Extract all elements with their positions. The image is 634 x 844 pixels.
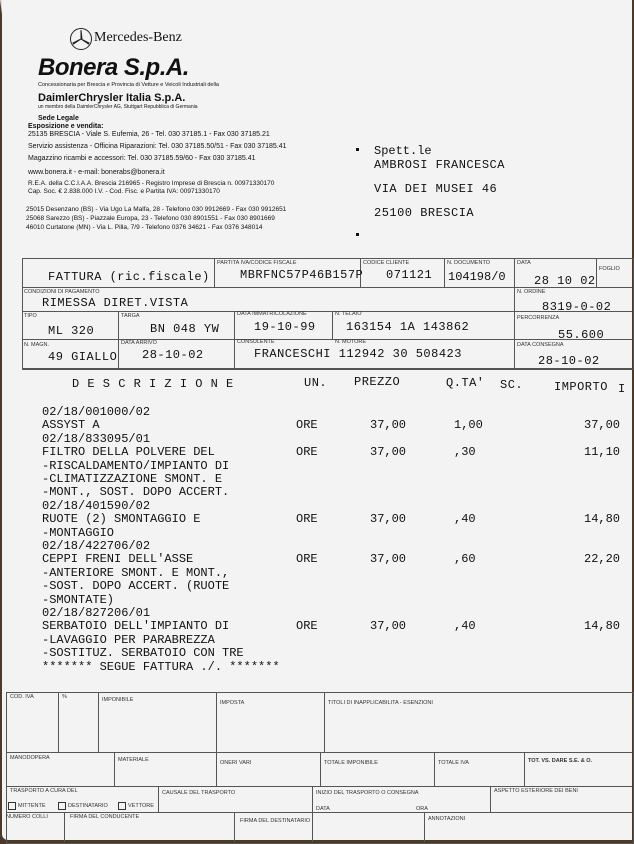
line-item: [2, 512, 632, 526]
line-amount: 14,80: [584, 619, 621, 634]
consegna: 28-10-02: [538, 354, 600, 368]
col-descrizione: D E S C R I Z I O N E: [72, 377, 234, 391]
percorrenza-label: PERCORRENZA: [517, 315, 560, 321]
line-description: SERBATOIO DELL'IMPIANTO DI: [42, 619, 230, 634]
col-sc: SC.: [500, 378, 524, 392]
line-unit: ORE: [296, 512, 318, 527]
service-info: Servizio assistenza - Officina Riparazioni: Tel. 030 37185.50/51 - Fax 030 37185.41: [28, 143, 287, 150]
n-documento: 104198/0: [448, 270, 506, 284]
vettore-checkbox[interactable]: [118, 802, 126, 810]
telaio-label: N. TELAIO: [335, 311, 362, 317]
parts-info: Magazzino ricambi e accessori: Tel. 030 37185.59/60 - Fax 030 37185.41: [28, 155, 256, 162]
causale-label: CAUSALE DEL TRASPORTO: [162, 790, 236, 796]
line-price: 37,00: [370, 418, 407, 433]
line-unit: ORE: [296, 445, 318, 460]
line-unit: ORE: [296, 418, 318, 433]
capital-info: Cap. Soc. € 2.838.000 I.V. - Cod. Fisc. e Partita IVA: 00971330170: [28, 188, 220, 195]
telaio: 163154 1A 143862: [346, 320, 470, 334]
targa: BN 048 YW: [150, 322, 220, 336]
brand-name: Mercedes-Benz: [94, 30, 182, 45]
sede-label-2: Esposizione e vendita:: [28, 123, 104, 130]
line-amount: 14,80: [584, 512, 621, 527]
line-amount: 22,20: [584, 552, 621, 567]
codice-cliente: 071121: [386, 268, 433, 282]
doc-type: FATTURA (ric.fiscale): [48, 270, 210, 284]
recipient-street: VIA DEI MUSEI 46: [374, 182, 498, 196]
motore-label: N. MOTORE: [335, 339, 367, 345]
mittente-label: MITTENTE: [18, 803, 46, 809]
line-amount: 37,00: [584, 418, 621, 433]
imponibile-label: IMPONIBILE: [102, 697, 134, 703]
line-item: [2, 619, 632, 633]
line-item: [2, 418, 632, 432]
line-item: [2, 459, 632, 473]
line-description: 02/18/833095/01: [42, 431, 151, 446]
cod-iva-label: COD. IVA: [10, 694, 34, 700]
codice-cliente-label: CODICE CLIENTE: [363, 260, 410, 266]
line-description: -SMONTATE): [42, 592, 115, 607]
partita-iva-label: PARTITA IVA/CODICE FISCALE: [217, 260, 297, 266]
col-qta: Q.TA': [446, 376, 485, 390]
line-quantity: ,60: [454, 552, 476, 567]
annotazioni-label: ANNOTAZIONI: [428, 816, 466, 822]
line-item: [2, 606, 632, 620]
aspetto-label: ASPETTO ESTERIORE DEI BENI: [494, 788, 578, 794]
trasporto-label: TRASPORTO A CURA DEL: [10, 788, 78, 794]
numero-colli-label: NUMERO COLLI: [6, 814, 48, 820]
branch-curtatone: 46010 Curtatone (MN) - Via L. Pilla, 7/9 - Telefono 0376 34621 - Fax 0376 348014: [26, 224, 263, 231]
destinatario-checkbox[interactable]: [58, 802, 66, 810]
materiale-label: MATERIALE: [118, 757, 149, 763]
tipo: ML 320: [48, 324, 95, 338]
mercedes-star-icon: [70, 28, 92, 50]
partita-iva: MBRFNC57P46B157P: [240, 268, 364, 282]
tot-dare-label: TOT. VS. DARE S.E. & O.: [528, 758, 593, 764]
line-description: -RISCALDAMENTO/IMPIANTO DI: [42, 458, 230, 473]
line-price: 37,00: [370, 445, 407, 460]
line-price: 37,00: [370, 512, 407, 527]
n-ordine-label: N. ORDINE: [517, 289, 546, 295]
pct-label: %: [62, 694, 67, 700]
rea-info: R.E.A. della C.C.I.A.A. Brescia 216965 - Registro Imprese di Brescia n. 00971330170: [28, 180, 275, 187]
line-item: [2, 566, 632, 580]
destinatario-label: DESTINATARIO: [68, 803, 108, 809]
line-item: [2, 472, 632, 486]
parent-note: un membro della DaimlerChrysler AG, Stuttgart Repubblica di Germania: [38, 104, 198, 110]
line-item: [2, 499, 632, 513]
line-unit: ORE: [296, 619, 318, 634]
line-description: 02/18/401590/02: [42, 498, 151, 513]
consegna-label: DATA CONSEGNA: [517, 342, 564, 348]
address-main: 25135 BRESCIA - Viale S. Eufemia, 26 - Tel. 030 37185.1 - Fax 030 37185.21: [28, 131, 270, 138]
imposta-label: IMPOSTA: [220, 700, 245, 706]
line-description: 02/18/001000/02: [42, 405, 151, 419]
parent-company: DaimlerChrysler Italia S.p.A.: [38, 92, 186, 104]
line-unit: ORE: [296, 552, 318, 567]
oneri-label: ONERI VARI: [220, 760, 252, 766]
line-item: [2, 633, 632, 647]
percorrenza: 55.600: [558, 328, 605, 342]
line-price: 37,00: [370, 619, 407, 634]
line-item: [2, 579, 632, 593]
pagamento: RIMESSA DIRET.VISTA: [42, 296, 189, 310]
magazzino-label: N. MAGN.: [24, 342, 50, 348]
totale-iva-label: TOTALE IVA: [438, 760, 469, 766]
line-description: ******* SEGUE FATTURA ./. *******: [42, 659, 280, 674]
line-description: -SOST. DOPO ACCERT. (RUOTE: [42, 579, 230, 594]
line-price: 37,00: [370, 552, 407, 567]
line-item: [2, 552, 632, 566]
arrivo-label: DATA ARRIVO: [121, 340, 157, 346]
titoli-label: TITOLI DI INAPPLICABILITA - ESENZIONI: [328, 700, 433, 706]
immatricolazione-label: DATA IMMATRICOLAZIONE: [237, 311, 307, 317]
mittente-checkbox[interactable]: [8, 802, 16, 810]
data-label: DATA: [517, 260, 531, 266]
line-quantity: ,30: [454, 445, 476, 460]
col-iva: I: [618, 382, 626, 396]
line-item: [2, 405, 632, 419]
branch-desenzano: 25015 Desenzano (BS) - Via Ugo La Malfa, 28 - Telefono 030 9912669 - Fax 030 9912651: [26, 206, 287, 213]
firma-destinatario-label: FIRMA DEL DESTINATARIO: [240, 818, 311, 824]
totale-imponibile-label: TOTALE IMPONIBILE: [324, 760, 378, 766]
inizio-label: INIZIO DEL TRASPORTO O CONSEGNA: [316, 790, 419, 796]
line-quantity: ,40: [454, 512, 476, 527]
line-item: [2, 445, 632, 459]
n-documento-label: N. DOCUMENTO: [447, 260, 490, 266]
company-tagline: Concessionaria per Brescia e Provincia di Vetture e Veicoli Industriali della: [38, 82, 219, 88]
line-description: -SOSTITUZ. SERBATOIO CON TRE: [42, 646, 244, 661]
manodopera-label: MANODOPERA: [10, 755, 50, 761]
line-description: -ANTERIORE SMONT. E MONT.,: [42, 565, 230, 580]
data-value: 28 10 02: [534, 274, 596, 288]
line-description: CEPPI FRENI DELL'ASSE: [42, 552, 194, 567]
ora-label: ORA: [416, 806, 428, 812]
pagamento-label: CONDIZIONI DI PAGAMENTO: [24, 289, 100, 295]
line-item: [2, 539, 632, 553]
recipient-city: 25100 BRESCIA: [374, 206, 475, 220]
data-field-label: DATA: [316, 806, 330, 812]
line-quantity: 1,00: [454, 418, 483, 433]
col-un: UN.: [304, 376, 328, 390]
line-description: 02/18/827206/01: [42, 606, 151, 620]
consulente-motore: FRANCESCHI 112942 30 508423: [254, 347, 462, 361]
vettore-label: VETTORE: [128, 803, 154, 809]
line-description: 02/18/422706/02: [42, 539, 151, 553]
magazzino: 49 GIALLO: [48, 350, 118, 364]
arrivo: 28-10-02: [142, 348, 204, 362]
address-corner-mark: [356, 148, 359, 151]
line-item: [2, 660, 632, 674]
recipient-name: AMBROSI FRANCESCA: [374, 158, 505, 172]
line-description: -CLIMATIZZAZIONE SMONT. E: [42, 472, 223, 486]
line-item: [2, 526, 632, 540]
invoice-sheet: [2, 0, 632, 840]
company-name: Bonera S.p.A.: [38, 54, 189, 81]
immatricolazione: 19-10-99: [254, 320, 316, 334]
recipient-salutation: Spett.le: [374, 144, 432, 158]
line-description: -MONT., SOST. DOPO ACCERT.: [42, 485, 230, 500]
col-importo: IMPORTO: [554, 380, 608, 394]
branch-sarezzo: 25068 Sarezzo (BS) - Piazzale Europa, 23 - Telefono 030 8901551 - Fax 030 8901669: [26, 215, 275, 222]
address-corner-mark: [356, 233, 359, 236]
line-item: [2, 593, 632, 607]
foglio-label: FOGLIO: [599, 266, 620, 272]
line-description: RUOTE (2) SMONTAGGIO E: [42, 512, 201, 527]
line-description: ASSYST A: [42, 418, 100, 433]
firma-conducente-label: FIRMA DEL CONDUCENTE: [70, 814, 140, 820]
line-amount: 11,10: [584, 445, 621, 460]
line-item: [2, 432, 632, 446]
col-prezzo: PREZZO: [354, 375, 401, 389]
n-ordine: 8319-0-02: [542, 300, 612, 314]
line-description: FILTRO DELLA POLVERE DEL: [42, 445, 215, 460]
web-info: www.bonera.it - e-mail: bonerabs@bonera.it: [28, 169, 165, 176]
line-item: [2, 485, 632, 499]
line-item: [2, 646, 632, 660]
line-quantity: ,40: [454, 619, 476, 634]
consulente-label: CONSULENTE: [237, 339, 275, 345]
line-description: -LAVAGGIO PER PARABREZZA: [42, 632, 215, 647]
targa-label: TARGA: [121, 313, 140, 319]
tipo-label: TIPO: [24, 313, 37, 319]
line-description: -MONTAGGIO: [42, 525, 115, 540]
sede-label: Sede Legale: [38, 115, 79, 122]
